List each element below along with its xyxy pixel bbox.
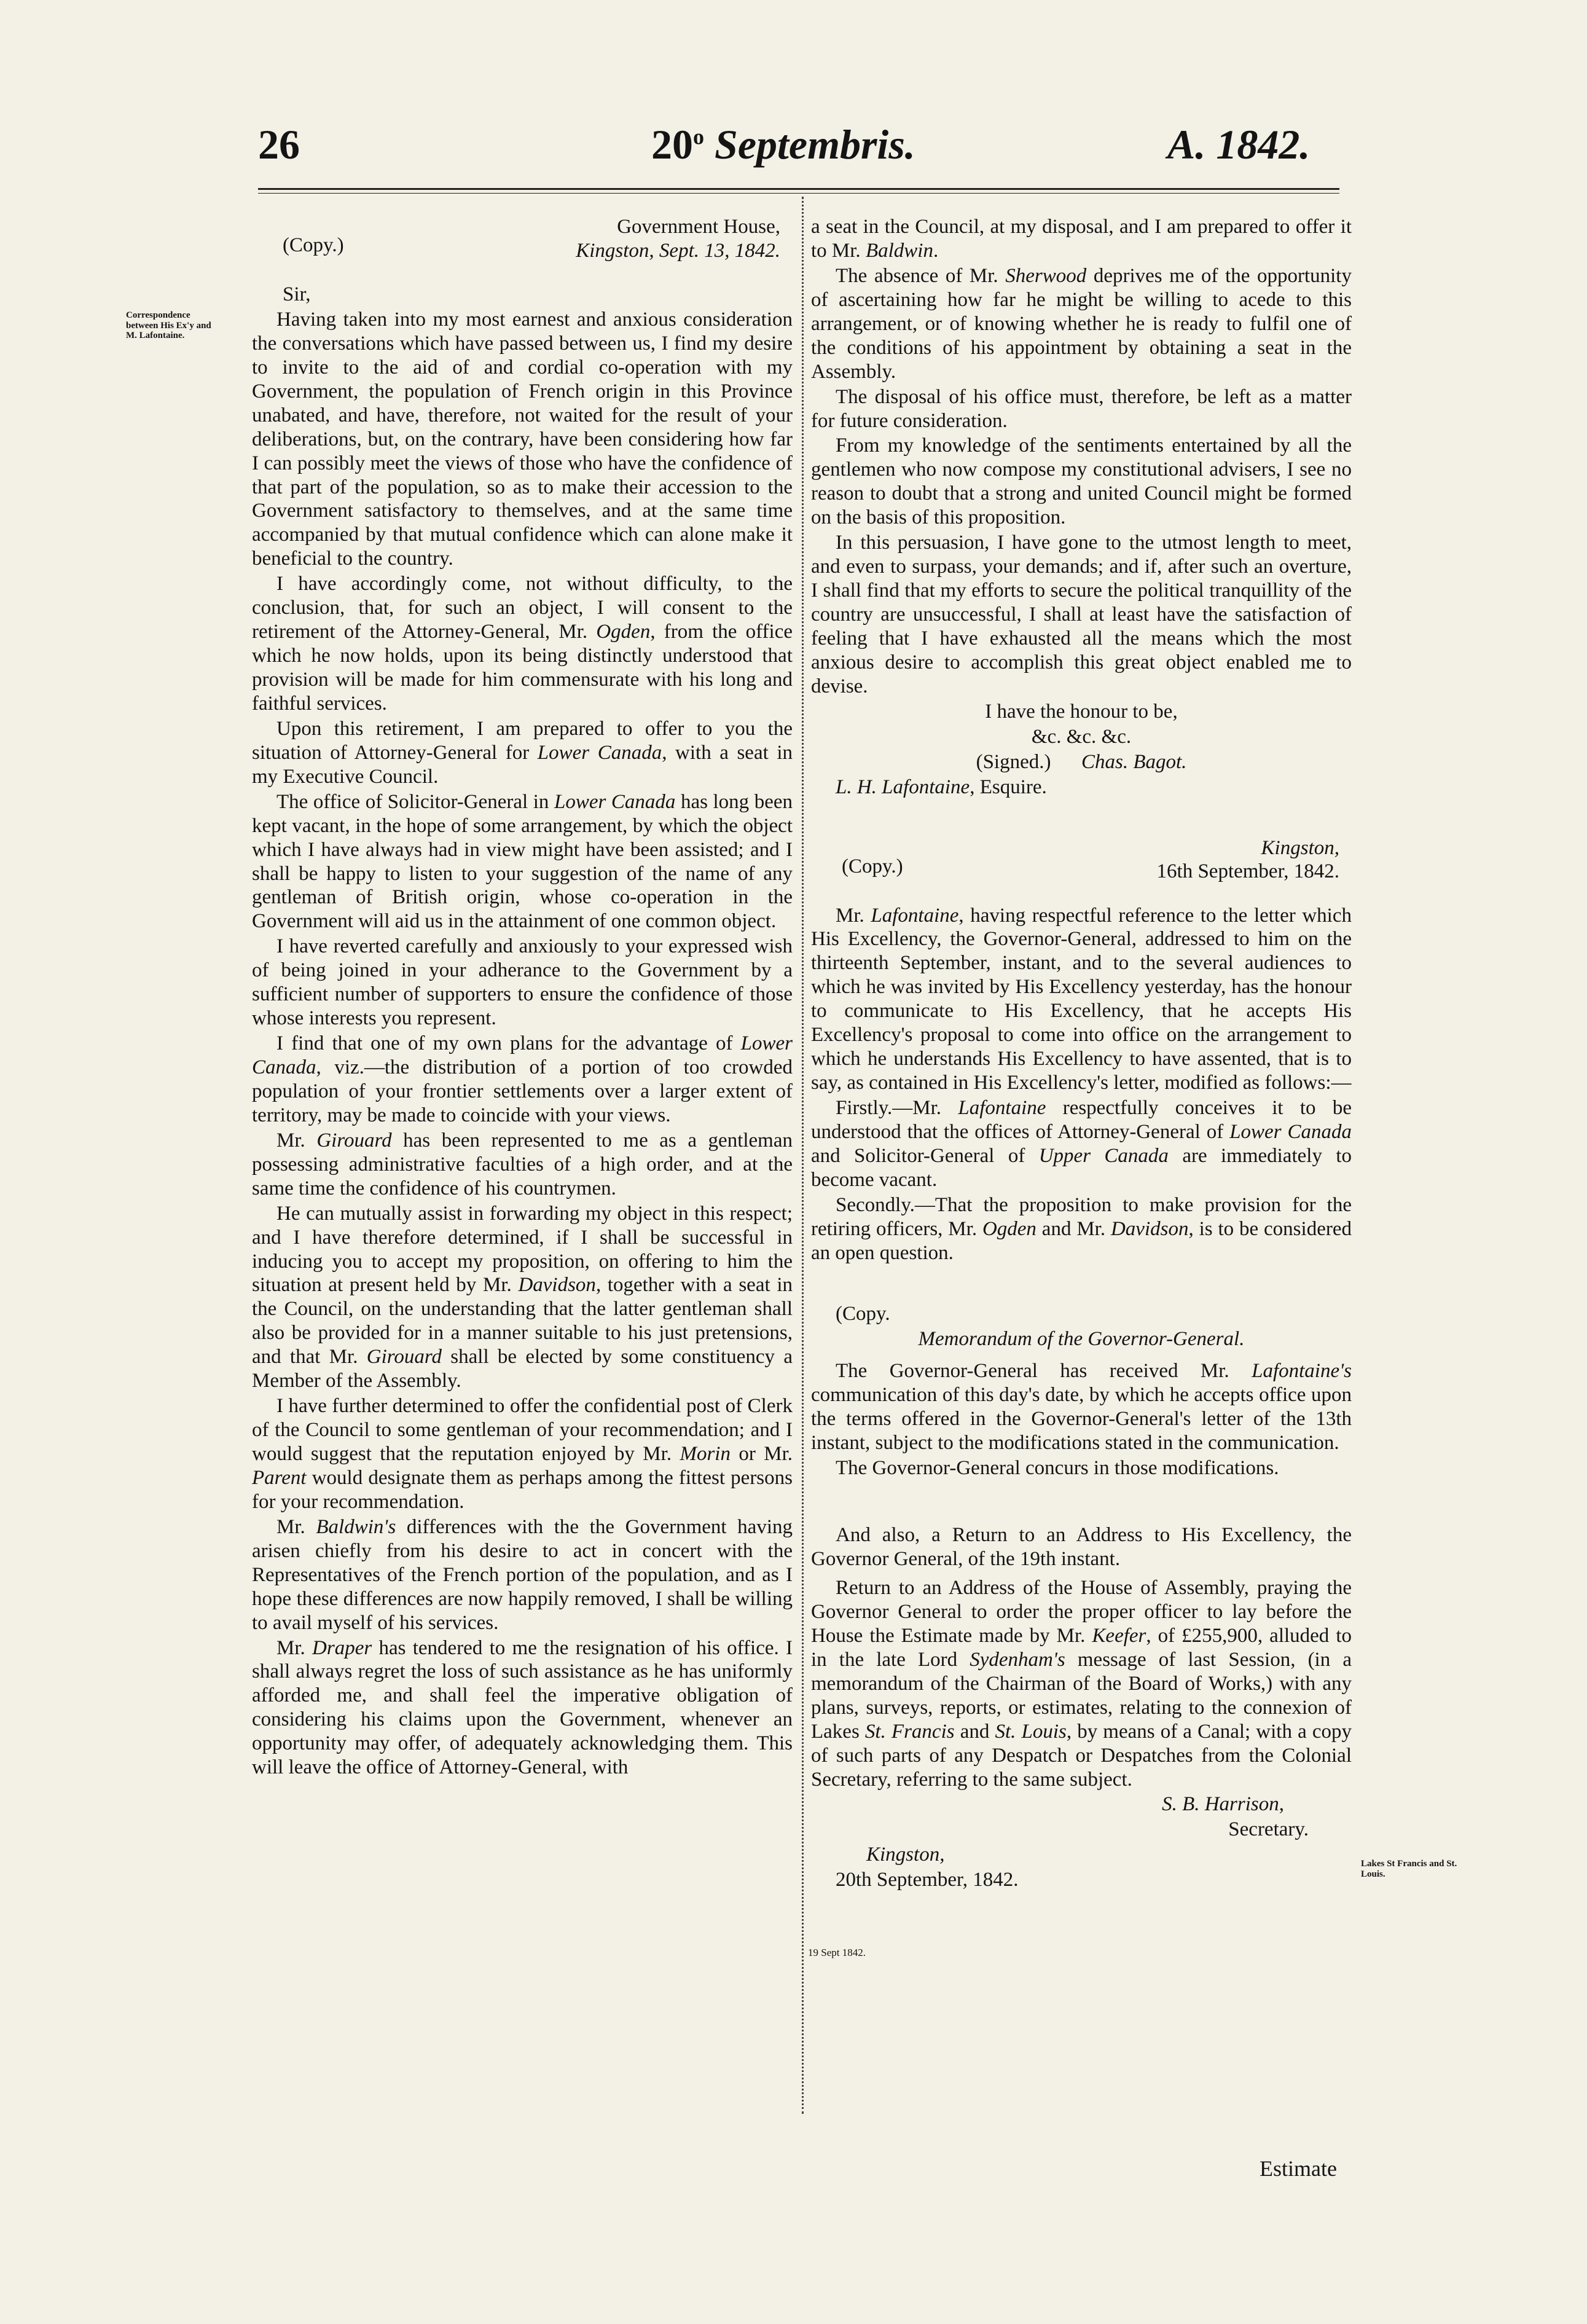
text: communication of this day's date, by which he accepts office upon the terms offered in the Governor-General's letter of the 13th instant, subject to the modifications stated in the communication. <box>811 1384 1352 1454</box>
paragraph: In this persuasion, I have gone to the utmost length to meet, and even to surpass, your demands; and if, after such an overture, I shall find that my efforts to secure the political tranquillity of the country are unsuccessful, I shall at least have the satisfaction of feeling that I have exhausted all the means which the most anxious desire to accomplish this great object enabled me to devise. <box>811 532 1352 697</box>
text: respectfully conceives it to be understood that the offices of Attorney-General of <box>811 1097 1352 1143</box>
letter1-heading <box>252 215 793 283</box>
right-column <box>811 215 1352 1893</box>
paragraph <box>252 1032 793 1128</box>
name: Lafontaine <box>958 1097 1046 1119</box>
name: Lafontaine <box>871 904 959 927</box>
text: and Solicitor-General of <box>811 1144 1039 1167</box>
text: Mr. <box>276 1129 317 1152</box>
text: He can mutually assist in forwarding my object in this respect; and I have therefore determined, if I shall be successful in inducing you to accept my proposition, on offering to him the situation at present held by Mr. <box>252 1202 793 1297</box>
name: Lafontaine's <box>1252 1360 1352 1383</box>
date-month: Septembris. <box>715 121 915 168</box>
date-day: 20 <box>651 121 693 168</box>
text: message of last Session, (in a memorandum of the Chairman of the Board of Works,) with any plans, surveys, reports, or estimates, relating to the connexion of Lakes <box>811 1648 1352 1743</box>
place: Upper Canada <box>1038 1144 1169 1167</box>
name: Draper <box>312 1636 372 1659</box>
text: Return to an Address of the House of Assembly, praying the Governor General to order the proper officer to lay before the House the Estimate made by Mr. <box>811 1577 1352 1647</box>
text: , with a seat in my Executive Council. <box>252 741 793 788</box>
paragraph <box>811 215 1352 263</box>
text: has been represented to me as a gentleman possessing administrative faculties of a high order, and at the same time the confidence of his countrymen. <box>252 1129 793 1199</box>
paragraph <box>811 1096 1352 1192</box>
salutation: Sir, <box>283 283 311 305</box>
place-line-2: 16th September, 1842. <box>1156 860 1339 883</box>
name: Parent <box>252 1466 307 1489</box>
text: Firstly.—Mr. <box>836 1097 958 1119</box>
name: Ogden <box>596 621 651 643</box>
name: Sydenham's <box>970 1648 1065 1671</box>
signer: Chas. Bagot. <box>1081 750 1187 773</box>
memo-title-text: Memorandum of the Governor-General. <box>918 1327 1245 1350</box>
text: , of £255,900, alluded to in the late Lord <box>811 1624 1352 1671</box>
paragraph <box>252 1202 793 1394</box>
paragraph: The Governor-General concurs in those modifications. <box>836 1457 1279 1480</box>
addressee-title: , Esquire. <box>970 775 1047 798</box>
place: Lower Canada <box>537 741 662 764</box>
text: deprives me of the opportunity of ascertaining how far he might be willing to acede to this arrangement, or of knowing whether he is ready to fulfil one of the conditions of his appointment by obtaining a seat in the Assembly. <box>811 264 1352 383</box>
copy-label: (Copy.) <box>842 855 903 877</box>
return-place <box>866 1843 1352 1867</box>
name: Girouard <box>366 1346 442 1368</box>
text: Mr. <box>276 1636 313 1659</box>
text: shall be elected by some constituency a Member of the Assembly. <box>252 1346 793 1392</box>
margin-note-correspondence: Correspondence between His Ex'y and M. Lafontaine. <box>126 310 211 340</box>
name: Ogden <box>982 1217 1036 1240</box>
paragraph: Having taken into my most earnest and anxious consideration the conversations which have passed between us, I find my desire to invite to the aid of and cordial co-operation with my Government, the population of French origin in this Province unabated, and have, therefore, not waited for the result of your deliberations, but, on the contrary, have been considering how far I can possibly meet the views of those who have the confidence of that part of the population, so as to make their accession to the Government satisfactory to themselves, and at the same time accompanied by that mutual confidence which can alone make it beneficial to the country. <box>252 308 793 570</box>
margin-note-return-date: 19 Sept 1842. <box>808 1947 866 1958</box>
text: are immediately to become vacant. <box>811 1144 1352 1191</box>
text: , by means of a Canal; with a copy of such parts of any Despatch or Despatches from the Colonial Secretary, referring to the same subject. <box>811 1720 1352 1791</box>
name: Davidson <box>1110 1217 1189 1240</box>
memo-title <box>811 1327 1352 1351</box>
paragraph <box>811 904 1352 1096</box>
paragraph <box>252 1129 793 1201</box>
page-number: 26 <box>258 121 300 168</box>
name: Girouard <box>316 1129 392 1152</box>
header-rule-thin <box>258 193 1339 194</box>
text: The office of Solicitor-General in <box>276 790 554 813</box>
copy-label: (Copy.) <box>283 234 344 256</box>
secretary-name: S. B. Harrison, <box>1162 1793 1284 1816</box>
place: Lower Canada <box>554 790 676 813</box>
text: . <box>933 239 939 262</box>
paragraph: And also, a Return to an Address to His Excellency, the Governor General, of the 19th instant. <box>811 1524 1352 1571</box>
place: St. Louis <box>995 1720 1067 1743</box>
text: The absence of Mr. <box>836 264 1006 287</box>
text: , is to be considered an open question. <box>811 1217 1352 1264</box>
margin-note-lakes: Lakes St Francis and St. Louis. <box>1361 1859 1457 1879</box>
running-date <box>651 120 915 169</box>
degree-mark: o <box>693 124 704 149</box>
place: Lower Canada <box>252 1032 793 1078</box>
paragraph <box>252 1394 793 1514</box>
paragraph <box>811 1359 1352 1455</box>
closing-line: I have the honour to be, <box>985 700 1178 723</box>
text: Upon this retirement, I am prepared to offer to you the situation of Attorney-General for <box>252 717 793 764</box>
paragraph <box>252 1636 793 1780</box>
text: , from the office which he now holds, upon its being distinctly understood that provision will be made for him commensurate with his long and faithful services. <box>252 621 793 715</box>
signed-label: (Signed.) <box>976 750 1051 773</box>
paragraph <box>252 717 793 789</box>
text: I have accordingly come, not without difficulty, to the conclusion, that, for such an object, I will consent to the retirement of the Attorney-General, Mr. <box>252 573 793 643</box>
paragraph <box>252 790 793 934</box>
name: Sherwood <box>1005 264 1087 287</box>
paragraph: From my knowledge of the sentiments entertained by all the gentlemen who now compose my constitutional advisers, I see no reason to doubt that a strong and united Council might be formed on the basis of this proposition. <box>811 434 1352 529</box>
paragraph <box>811 1193 1352 1265</box>
text: and Mr. <box>1036 1217 1111 1240</box>
paragraph <box>811 264 1352 384</box>
place-line-1: Kingston, <box>1261 836 1339 859</box>
page-year: A. 1842. <box>1167 121 1311 168</box>
text: has tendered to me the resignation of his office. I shall always regret the loss of such assistance as he has uniformly afforded me, and shall feel the imperative obligation of considering his claims upon the Government, whenever an opportunity may offer, of adequately acknowledging them. This will leave the office of Attorney-General, with <box>252 1636 793 1779</box>
place: St. Francis <box>864 1720 955 1743</box>
catchword: Estimate <box>1260 2156 1337 2181</box>
text: , together with a seat in the Council, on the understanding that the latter gentleman shall also be provided for in a manner suitable to his just pretensions, and that Mr. <box>252 1274 793 1368</box>
letter1-place <box>576 215 780 263</box>
column-divider <box>802 197 804 2114</box>
text: I have further determined to offer the confidential post of Clerk of the Council to some gentleman of your recommendation; and I would suggest that the reputation enjoyed by Mr. <box>252 1395 793 1465</box>
text: Secondly.—That the proposition to make provision for the retiring officers, Mr. <box>811 1193 1352 1240</box>
closing-etc: &c. &c. &c. <box>1031 725 1132 748</box>
text: , viz.—the distribution of a portion of too crowded population of your frontier settlements over a larger extent of territory, may be made to coincide with your views. <box>252 1056 793 1126</box>
name: Davidson <box>518 1274 596 1297</box>
place: Lower Canada <box>1229 1120 1352 1143</box>
place-line-1: Government House, <box>617 216 780 238</box>
signature-line <box>811 750 1352 774</box>
text: and <box>954 1720 995 1743</box>
text: Mr. <box>836 904 871 927</box>
secretary-title: Secretary. <box>1228 1818 1309 1841</box>
text: differences with the the Government having arisen chiefly from his desire to act in concert with the Representatives of the French portion of the population, and as I hope these differences are now happily removed, I shall be willing to avail myself of his services. <box>252 1515 793 1634</box>
addressee-name: L. H. Lafontaine <box>836 775 970 798</box>
paragraph: The disposal of his office must, therefore, be left as a matter for future consideration. <box>811 385 1352 432</box>
place-line-2: Kingston, Sept. 13, 1842. <box>576 239 780 262</box>
paragraph: I have reverted carefully and anxiously to your expressed wish of being joined in your adherance to the Government by a sufficient number of supporters to ensure the confidence of those whose interests you represent. <box>252 935 793 1030</box>
paragraph <box>252 572 793 716</box>
name: Baldwin's <box>316 1515 396 1538</box>
return-date: 20th September, 1842. <box>836 1869 1019 1891</box>
signer: S. B. Harrison <box>1162 1793 1279 1816</box>
text: , having respectful reference to the letter which His Excellency, the Governor-General, addressed to him on the thirteenth September, instant, and to the several audiences to which he was invited by His Excellency yesterday, has the honour to communicate to His Excellency, that he accepts His Excellency's proposal to come into office on the arrangement to which he understands His Excellency to have assented, that is to say, as contained in His Excellency's letter, modified as follows:— <box>811 904 1352 1094</box>
name: Keefer <box>1092 1624 1146 1647</box>
text: has long been kept vacant, in the hope of some arrangement, by which the object which I have always had in view might have been assisted; and I shall be happy to listen to your suggestion of the name of any gentleman of British origin, whose co-operation in the Government will aid us in the attainment of one common object. <box>252 790 793 933</box>
text: a seat in the Council, at my disposal, and I am prepared to offer it to Mr. <box>811 216 1352 262</box>
left-column <box>252 215 793 1781</box>
addressee <box>836 775 1352 799</box>
text: The Governor-General has received Mr. <box>836 1360 1252 1383</box>
header-rule <box>258 188 1339 190</box>
text: Mr. <box>276 1515 316 1538</box>
paragraph <box>811 1576 1352 1791</box>
paragraph <box>252 1515 793 1635</box>
name: Morin <box>680 1443 731 1465</box>
place: Kingston, <box>866 1843 945 1866</box>
name: Baldwin <box>865 239 933 262</box>
text: I find that one of my own plans for the advantage of <box>276 1032 741 1055</box>
text: would designate them as perhaps among the fittest persons for your recommendation. <box>252 1466 793 1513</box>
text: or Mr. <box>730 1443 793 1465</box>
letter2-place <box>1157 836 1339 884</box>
page-header <box>0 120 1587 182</box>
copy-label: (Copy. <box>836 1302 890 1325</box>
letter2-heading <box>811 836 1352 904</box>
